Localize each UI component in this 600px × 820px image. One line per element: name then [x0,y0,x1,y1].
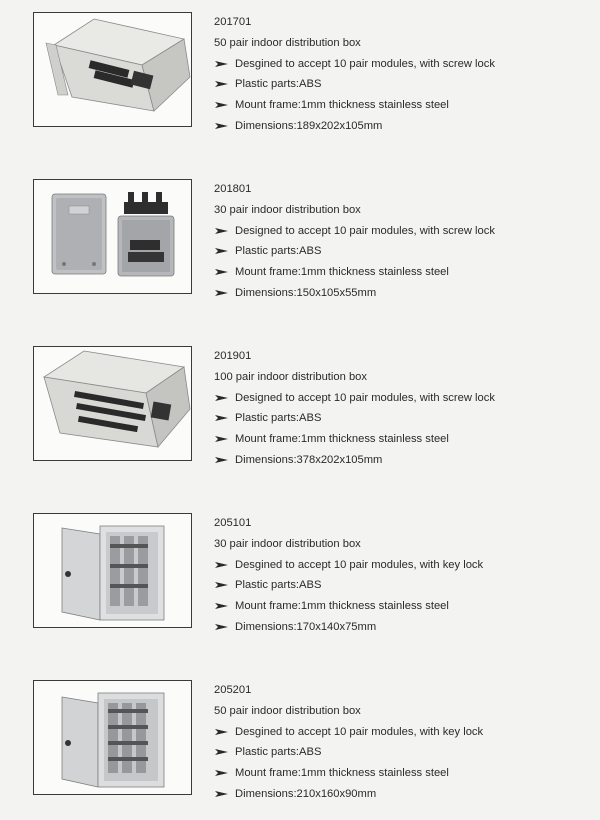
spec-item: Plastic parts:ABS [214,408,594,429]
arrow-bullet-icon [214,54,235,75]
arrow-bullet-icon [214,241,235,262]
arrow-bullet-icon [214,283,235,304]
product-code: 205101 [214,517,252,529]
distribution-box-image [34,514,191,627]
arrow-bullet-icon [214,388,235,409]
spec-item: Mount frame:1mm thickness stainless steel [214,596,594,617]
arrow-bullet-icon [214,116,235,137]
arrow-bullet-icon [214,617,235,638]
spec-item: Dimensions:378x202x105mm [214,450,594,471]
arrow-bullet-icon [214,763,235,784]
arrow-bullet-icon [214,555,235,576]
product-title: 30 pair indoor distribution box [214,537,361,550]
spec-item: Dimensions:210x160x90mm [214,784,594,805]
product-code: 201701 [214,16,252,28]
arrow-bullet-icon [214,74,235,95]
spec-item: Desgined to accept 10 pair modules, with key lock [214,722,594,743]
arrow-bullet-icon [214,596,235,617]
product-code: 201901 [214,350,252,362]
product-201901 [0,346,600,486]
arrow-bullet-icon [214,221,235,242]
spec-item: Desgined to accept 10 pair modules, with screw lock [214,54,594,75]
arrow-bullet-icon [214,742,235,763]
distribution-box-image [34,180,191,293]
product-code: 201801 [214,183,252,195]
arrow-bullet-icon [214,575,235,596]
distribution-box-image [34,681,191,794]
spec-item: Dimensions:150x105x55mm [214,283,594,304]
product-photo-two-part-box [33,179,192,294]
spec-item: Dimensions:170x140x75mm [214,617,594,638]
spec-item: Designed to accept 10 pair modules, with screw lock [214,221,594,242]
arrow-bullet-icon [214,95,235,116]
product-photo-cabinet [33,513,192,628]
spec-item: Mount frame:1mm thickness stainless steel [214,95,594,116]
spec-item: Plastic parts:ABS [214,575,594,596]
product-code: 205201 [214,684,252,696]
spec-item: Designed to accept 10 pair modules, with screw lock [214,388,594,409]
product-201801 [0,179,600,319]
spec-item: Plastic parts:ABS [214,74,594,95]
arrow-bullet-icon [214,429,235,450]
product-title: 50 pair indoor distribution box [214,36,361,49]
spec-item: Dimensions:189x202x105mm [214,116,594,137]
product-title: 50 pair indoor distribution box [214,704,361,717]
arrow-bullet-icon [214,450,235,471]
distribution-box-image [34,347,191,460]
product-205101 [0,513,600,653]
spec-item: Desgined to accept 10 pair modules, with key lock [214,555,594,576]
product-photo-cabinet [33,680,192,795]
spec-item: Plastic parts:ABS [214,241,594,262]
arrow-bullet-icon [214,784,235,805]
distribution-box-image [34,13,191,126]
product-title: 30 pair indoor distribution box [214,203,361,216]
product-205201 [0,680,600,820]
spec-item: Mount frame:1mm thickness stainless steel [214,429,594,450]
product-title: 100 pair indoor distribution box [214,370,367,383]
arrow-bullet-icon [214,722,235,743]
arrow-bullet-icon [214,408,235,429]
spec-item: Mount frame:1mm thickness stainless steel [214,763,594,784]
spec-item: Plastic parts:ABS [214,742,594,763]
product-photo-open-box-large [33,346,192,461]
spec-item: Mount frame:1mm thickness stainless steel [214,262,594,283]
product-photo-open-box [33,12,192,127]
arrow-bullet-icon [214,262,235,283]
product-201701 [0,12,600,152]
